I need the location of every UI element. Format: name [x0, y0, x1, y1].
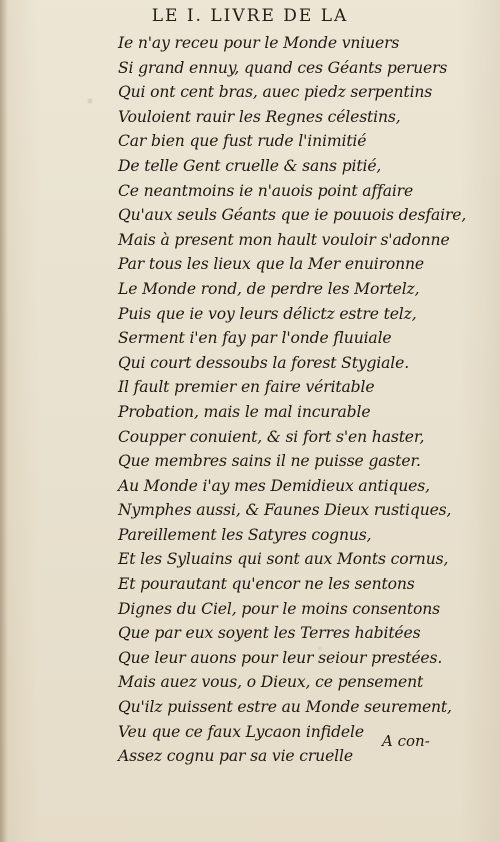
verse-line: Probation, mais le mal incurable — [118, 402, 371, 421]
verse-line: Et pourautant qu'encor ne les sentons — [118, 575, 415, 594]
verse-line: Nymphes aussi, & Faunes Dieux rustiques, — [118, 501, 452, 520]
verse-line: Ce neantmoins ie n'auois point affaire — [118, 181, 414, 200]
verse-line: Par tous les lieux que la Mer enuironne — [118, 255, 424, 274]
verse-line: Veu que ce faux Lycaon infidele — [118, 722, 364, 741]
verse-line: Que membres sains il ne puisse gaster. — [118, 452, 421, 471]
verse-line: Puis que ie voy leurs délictz estre telz, — [118, 304, 417, 323]
verse-line: Qu'aux seuls Géants que ie pouuois desfaire, — [118, 206, 467, 225]
verse-line: Que leur auons pour leur seiour prestées. — [118, 648, 443, 667]
verse-line: Mais à present mon hault vouloir s'adonne — [118, 230, 450, 249]
verse-line: Que par eux soyent les Terres habitées — [118, 624, 421, 643]
poem-text-block — [118, 31, 467, 769]
verse-line: Et les Syluains qui sont aux Monts cornus, — [118, 550, 449, 569]
running-head: LE I. LIVRE DE LA — [151, 6, 349, 26]
page-gutter-shadow — [0, 0, 8, 842]
verse-line: Ie n'ay receu pour le Monde vniuers — [118, 34, 400, 52]
verse-line: Dignes du Ciel, pour le moins consentons — [118, 599, 441, 618]
verse-line: De telle Gent cruelle & sans pitié, — [118, 156, 382, 175]
verse-line: Assez cognu par sa vie cruelle — [118, 747, 353, 766]
verse-line: Mais auez vous, o Dieux, ce pensement — [118, 673, 424, 692]
verse-line: Il fault premier en faire véritable — [118, 378, 375, 397]
verse-line: Si grand ennuy, quand ces Géants peruers — [118, 58, 448, 77]
verse-line: Coupper conuient, & si fort s'en haster, — [118, 427, 425, 446]
verse-line: Serment i'en fay par l'onde fluuiale — [118, 329, 392, 348]
verse-line: Car bien que fust rude l'inimitié — [118, 132, 367, 151]
verse-line: Le Monde rond, de perdre les Mortelz, — [118, 279, 420, 298]
verse-line: Qu'ilz puissent estre au Monde seurement, — [118, 698, 452, 717]
catchword: A con- — [382, 732, 430, 750]
verse-line: Au Monde i'ay mes Demidieux antiques, — [118, 476, 430, 495]
verse-line: Pareillement les Satyres cognus, — [118, 525, 372, 544]
verse-line: Qui court dessoubs la forest Stygiale. — [118, 353, 410, 372]
verse-line: Vouloient rauir les Regnes célestins, — [118, 107, 401, 126]
verse-line: Qui ont cent bras, auec piedz serpentins — [118, 83, 433, 102]
